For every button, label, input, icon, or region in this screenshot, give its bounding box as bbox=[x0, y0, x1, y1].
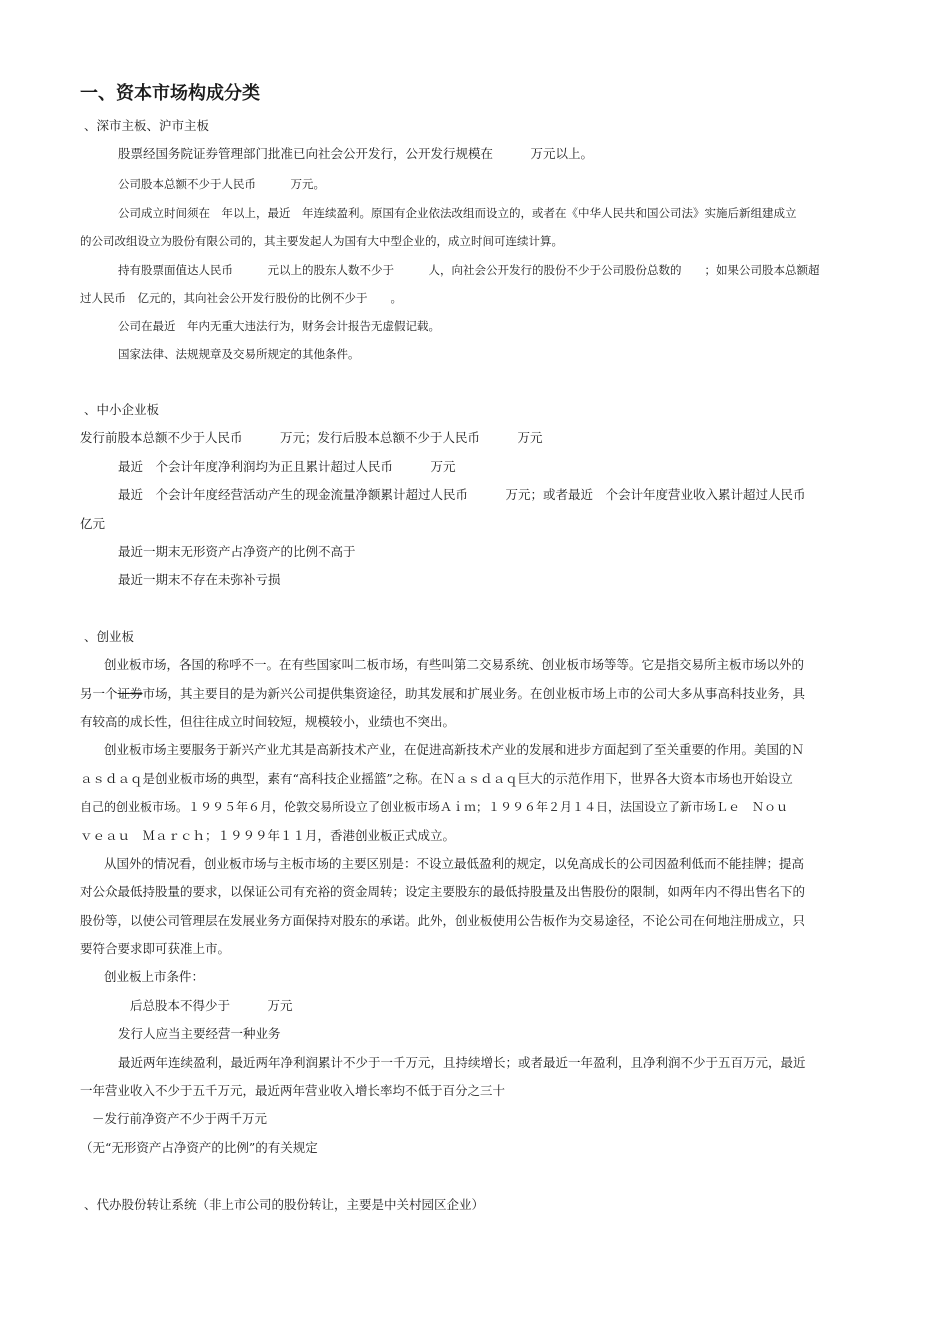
paragraph: 最近一期末无形资产占净资产的比例不高于 bbox=[118, 544, 356, 559]
text-run: 市场，其主要目的是为新兴公司提供集资途径，助其发展和扩展业务。在创业板市场上市的公司大多从事高科技业务，具 bbox=[142, 686, 806, 701]
paragraph: 国家法律、法规规章及交易所规定的其他条件。 bbox=[118, 347, 360, 361]
paragraph: 一年营业收入不少于五千万元，最近两年营业收入增长率均不低于百分之三十 bbox=[80, 1083, 506, 1098]
paragraph: 自己的创业板市场。１９９５年６月，伦敦交易所设立了创业板市场Ａｉｍ；１９９６年２月１４日，法国设立了新市场Ｌｅ Ｎｏｕ bbox=[80, 800, 789, 814]
paragraph: 公司在最近 年内无重大违法行为，财务会计报告无虚假记载。 bbox=[118, 319, 440, 333]
paragraph: 亿元 bbox=[80, 516, 106, 531]
paragraph: 要符合要求即可获准上市。 bbox=[80, 941, 231, 956]
paragraph: 对公众最低持股量的要求，以保证公司有充裕的资金周转；设定主要股东的最低持股量及出售股份的限制，如两年内不得出售名下的 bbox=[80, 884, 806, 899]
paragraph: 从国外的情况看，创业板市场与主板市场的主要区别是：不设立最低盈利的规定，以免高成长的公司因盈利低而不能挂牌；提高 bbox=[104, 856, 805, 871]
paragraph: －发行前净资产不少于两千万元 bbox=[92, 1111, 268, 1126]
page-title: 一、资本市场构成分类 bbox=[80, 83, 260, 104]
paragraph: 的公司改组设立为股份有限公司的，其主要发起人为国有大中型企业的，成立时间可连续计算。 bbox=[80, 234, 563, 248]
paragraph bbox=[80, 686, 805, 702]
paragraph: 公司股本总额不少于人民币 万元。 bbox=[118, 177, 325, 191]
struck-text: 证券 bbox=[117, 686, 143, 701]
paragraph: ａｓｄａｑ是创业板市场的典型，素有“高科技企业摇篮”之称。在Ｎａｓｄａｑ巨大的示范作用下，世界各大资本市场也开始设立 bbox=[80, 771, 793, 786]
section-heading-main-board: 、深市主板、沪市主板 bbox=[84, 118, 210, 133]
paragraph: 最近两年连续盈利，最近两年净利润累计不少于一千万元，且持续增长；或者最近一年盈利，且净利润不少于五百万元，最近 bbox=[118, 1055, 806, 1070]
paragraph: 发行人应当主要经营一种业务 bbox=[118, 1026, 281, 1041]
paragraph: 股票经国务院证券管理部门批准已向社会公开发行，公开发行规模在 万元以上。 bbox=[118, 146, 594, 161]
paragraph: 有较高的成长性，但往往成立时间较短，规模较小，业绩也不突出。 bbox=[80, 714, 456, 729]
paragraph: （无“无形资产占净资产的比例”的有关规定 bbox=[80, 1140, 318, 1155]
paragraph: 后总股本不得少于 万元 bbox=[130, 998, 293, 1013]
text-run: 另一个 bbox=[80, 686, 118, 701]
paragraph: ｖｅａｕ Ｍａｒｃｈ；１９９９年１１月，香港创业板正式成立。 bbox=[80, 828, 456, 843]
paragraph: 创业板市场，各国的称呼不一。在有些国家叫二板市场，有些叫第二交易系统、创业板市场等等。它是指交易所主板市场以外的 bbox=[104, 657, 805, 672]
paragraph: 过人民币 亿元的，其向社会公开发行股份的比例不少于 。 bbox=[80, 291, 402, 305]
paragraph: 最近 个会计年度净利润均为正且累计超过人民币 万元 bbox=[118, 459, 456, 474]
paragraph: 公司成立时间须在 年以上，最近 年连续盈利。原国有企业依法改组而设立的，或者在《中华人民共和国公司法》实施后新组建成立 bbox=[118, 206, 797, 220]
paragraph: 创业板市场主要服务于新兴产业尤其是高新技术产业，在促进高新技术产业的发展和进步方面起到了至关重要的作用。美国的Ｎ bbox=[104, 742, 805, 757]
paragraph: 最近 个会计年度经营活动产生的现金流量净额累计超过人民币 万元；或者最近 个会计年度营业收入累计超过人民币 bbox=[118, 487, 806, 502]
section-heading-share-transfer: 、代办股份转让系统（非上市公司的股份转让，主要是中关村园区企业） bbox=[84, 1197, 485, 1212]
paragraph: 创业板上市条件： bbox=[104, 969, 205, 984]
paragraph: 发行前股本总额不少于人民币 万元；发行后股本总额不少于人民币 万元 bbox=[80, 430, 543, 445]
paragraph: 股份等，以使公司管理层在发展业务方面保持对股东的承诺。此外，创业板使用公告板作为交易途径，不论公司在何地注册成立，只 bbox=[80, 913, 806, 928]
section-heading-sme-board: 、中小企业板 bbox=[84, 402, 160, 417]
paragraph: 最近一期末不存在未弥补亏损 bbox=[118, 572, 281, 587]
paragraph: 持有股票面值达人民币 元以上的股东人数不少于 人，向社会公开发行的股份不少于公司股份总数的 ；如果公司股本总额超 bbox=[118, 263, 820, 277]
section-heading-growth-board: 、创业板 bbox=[84, 629, 135, 644]
